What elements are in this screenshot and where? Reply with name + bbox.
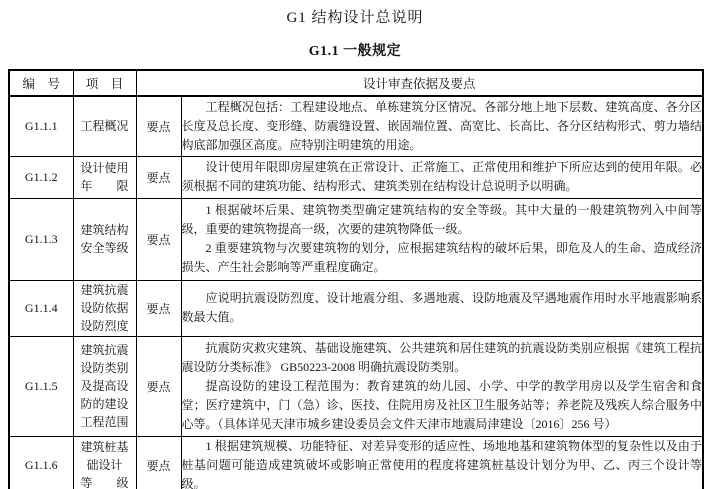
table-row <box>9 156 703 198</box>
header-cell-item: 项 目 <box>73 70 136 96</box>
row-tag-cell: 要点 <box>136 436 181 489</box>
content-paragraph: 应说明抗震设防烈度、设计地震分组、多遇地震、设防地震及罕遇地震作用时水平地震影响系数最大值。 <box>181 291 703 324</box>
header-cell-basis: 设计审查依据及要点 <box>136 70 703 96</box>
item-line: 及提高设 <box>80 379 129 393</box>
document-title: G1 结构设计总说明 <box>286 10 424 26</box>
row-id-cell: G1.1.4 <box>9 280 73 336</box>
row-item-cell <box>73 96 136 156</box>
row-id-cell: G1.1.3 <box>9 198 73 280</box>
table-row <box>9 336 703 436</box>
item-line: 建筑抗震 <box>80 283 129 297</box>
row-item-cell <box>73 198 136 280</box>
content-paragraph: 1 根据建筑规模、功能特征、对差异变形的适应性、场地地基和建筑物体型的复杂性以及由于桩基问题可能造成建筑破坏或影响正常使用的程度将建筑桩基设计划分为甲、乙、丙三个设计等级。 <box>181 438 703 489</box>
header-cell-number: 编 号 <box>9 70 73 96</box>
row-tag-cell: 要点 <box>136 198 181 280</box>
content-paragraph: 设计使用年限即房屋建筑在正常设计、正常施工、正常使用和维护下所应达到的使用年限。必须根据不同的建筑功能、结构形式、建筑类别在结构设计总说明予以明确。 <box>181 160 703 193</box>
row-tag-cell: 要点 <box>136 336 181 436</box>
item-line: 建筑桩基 <box>80 440 129 454</box>
item-line: 建筑结构 <box>80 223 129 237</box>
row-content-cell <box>181 156 703 198</box>
row-tag-cell: 要点 <box>136 96 181 156</box>
row-item-cell <box>73 436 136 489</box>
item-line: 建筑抗震 <box>80 343 129 357</box>
content-paragraph: 提高设防的建设工程范围为：教育建筑的幼儿园、小学、中学的教学用房以及学生宿舍和食堂；医疗建筑中，门（急）诊、医技、住院用房及社区卫生服务站等；养老院及残疾人综合服务中心等。（具体详见天津市城乡建设委员会文件天津市地震局津建设〔2016〕256 号） <box>181 378 703 431</box>
row-id-cell: G1.1.1 <box>9 96 73 156</box>
content-paragraph: 抗震防灾救灾建筑、基础设施建筑、公共建筑和居住建筑的抗震设防类别应根据《建筑工程抗震设防分类标准》 GB50223-2008 明确抗震设防类别。 <box>181 340 703 374</box>
item-line: 设计使用 <box>80 161 129 175</box>
row-tag-cell: 要点 <box>136 156 181 198</box>
item-line: 工程范围 <box>80 415 129 429</box>
row-content-cell <box>181 280 703 336</box>
item-line: 设防烈度 <box>80 319 129 333</box>
content-paragraph: 2 重要建筑物与次要建筑物的划分，应根据建筑结构的破坏后果，即危及人的生命、造成经济损失、产生社会影响等严重程度确定。 <box>181 241 703 274</box>
review-table <box>8 69 704 489</box>
row-id-cell: G1.1.2 <box>9 156 73 198</box>
table-row <box>9 280 703 336</box>
section-title: G1.1 一般规定 <box>308 44 402 59</box>
item-line: 工程概况 <box>80 119 129 134</box>
item-line: 础设计 <box>86 458 123 472</box>
item-line: 防的建设 <box>80 397 129 411</box>
item-line: 设防依据 <box>80 301 129 315</box>
table-header-row <box>9 70 703 96</box>
row-tag-cell: 要点 <box>136 280 181 336</box>
row-content-cell <box>181 336 703 436</box>
content-paragraph: 工程概况包括：工程建设地点、单栋建筑分区情况、各部分地上地下层数、建筑高度、各分区长度及总长度、变形缝、防震缝设置、嵌固端位置、高宽比、长高比、各分区结构形式、剪力墙结构底部加强区高度。应特别注明建筑的用途。 <box>181 99 703 152</box>
row-content-cell <box>181 198 703 280</box>
row-id-cell: G1.1.5 <box>9 336 73 436</box>
table-row <box>9 96 703 156</box>
content-paragraph: 1 根据破坏后果、建筑物类型确定建筑结构的安全等级。其中大量的一般建筑物列入中间等级，重要的建筑物提高一级，次要的建筑物降低一级。 <box>181 203 703 236</box>
row-item-cell <box>73 156 136 198</box>
row-item-cell <box>73 280 136 336</box>
item-line: 设防类别 <box>80 361 129 375</box>
row-content-cell <box>181 436 703 489</box>
row-content-cell <box>181 96 703 156</box>
item-line: 年 限 <box>80 179 129 193</box>
item-line: 安全等级 <box>80 241 129 255</box>
table-row <box>9 198 703 280</box>
table-row <box>9 436 703 489</box>
row-id-cell: G1.1.6 <box>9 436 73 489</box>
item-line: 等 级 <box>80 476 129 489</box>
row-item-cell <box>73 336 136 436</box>
